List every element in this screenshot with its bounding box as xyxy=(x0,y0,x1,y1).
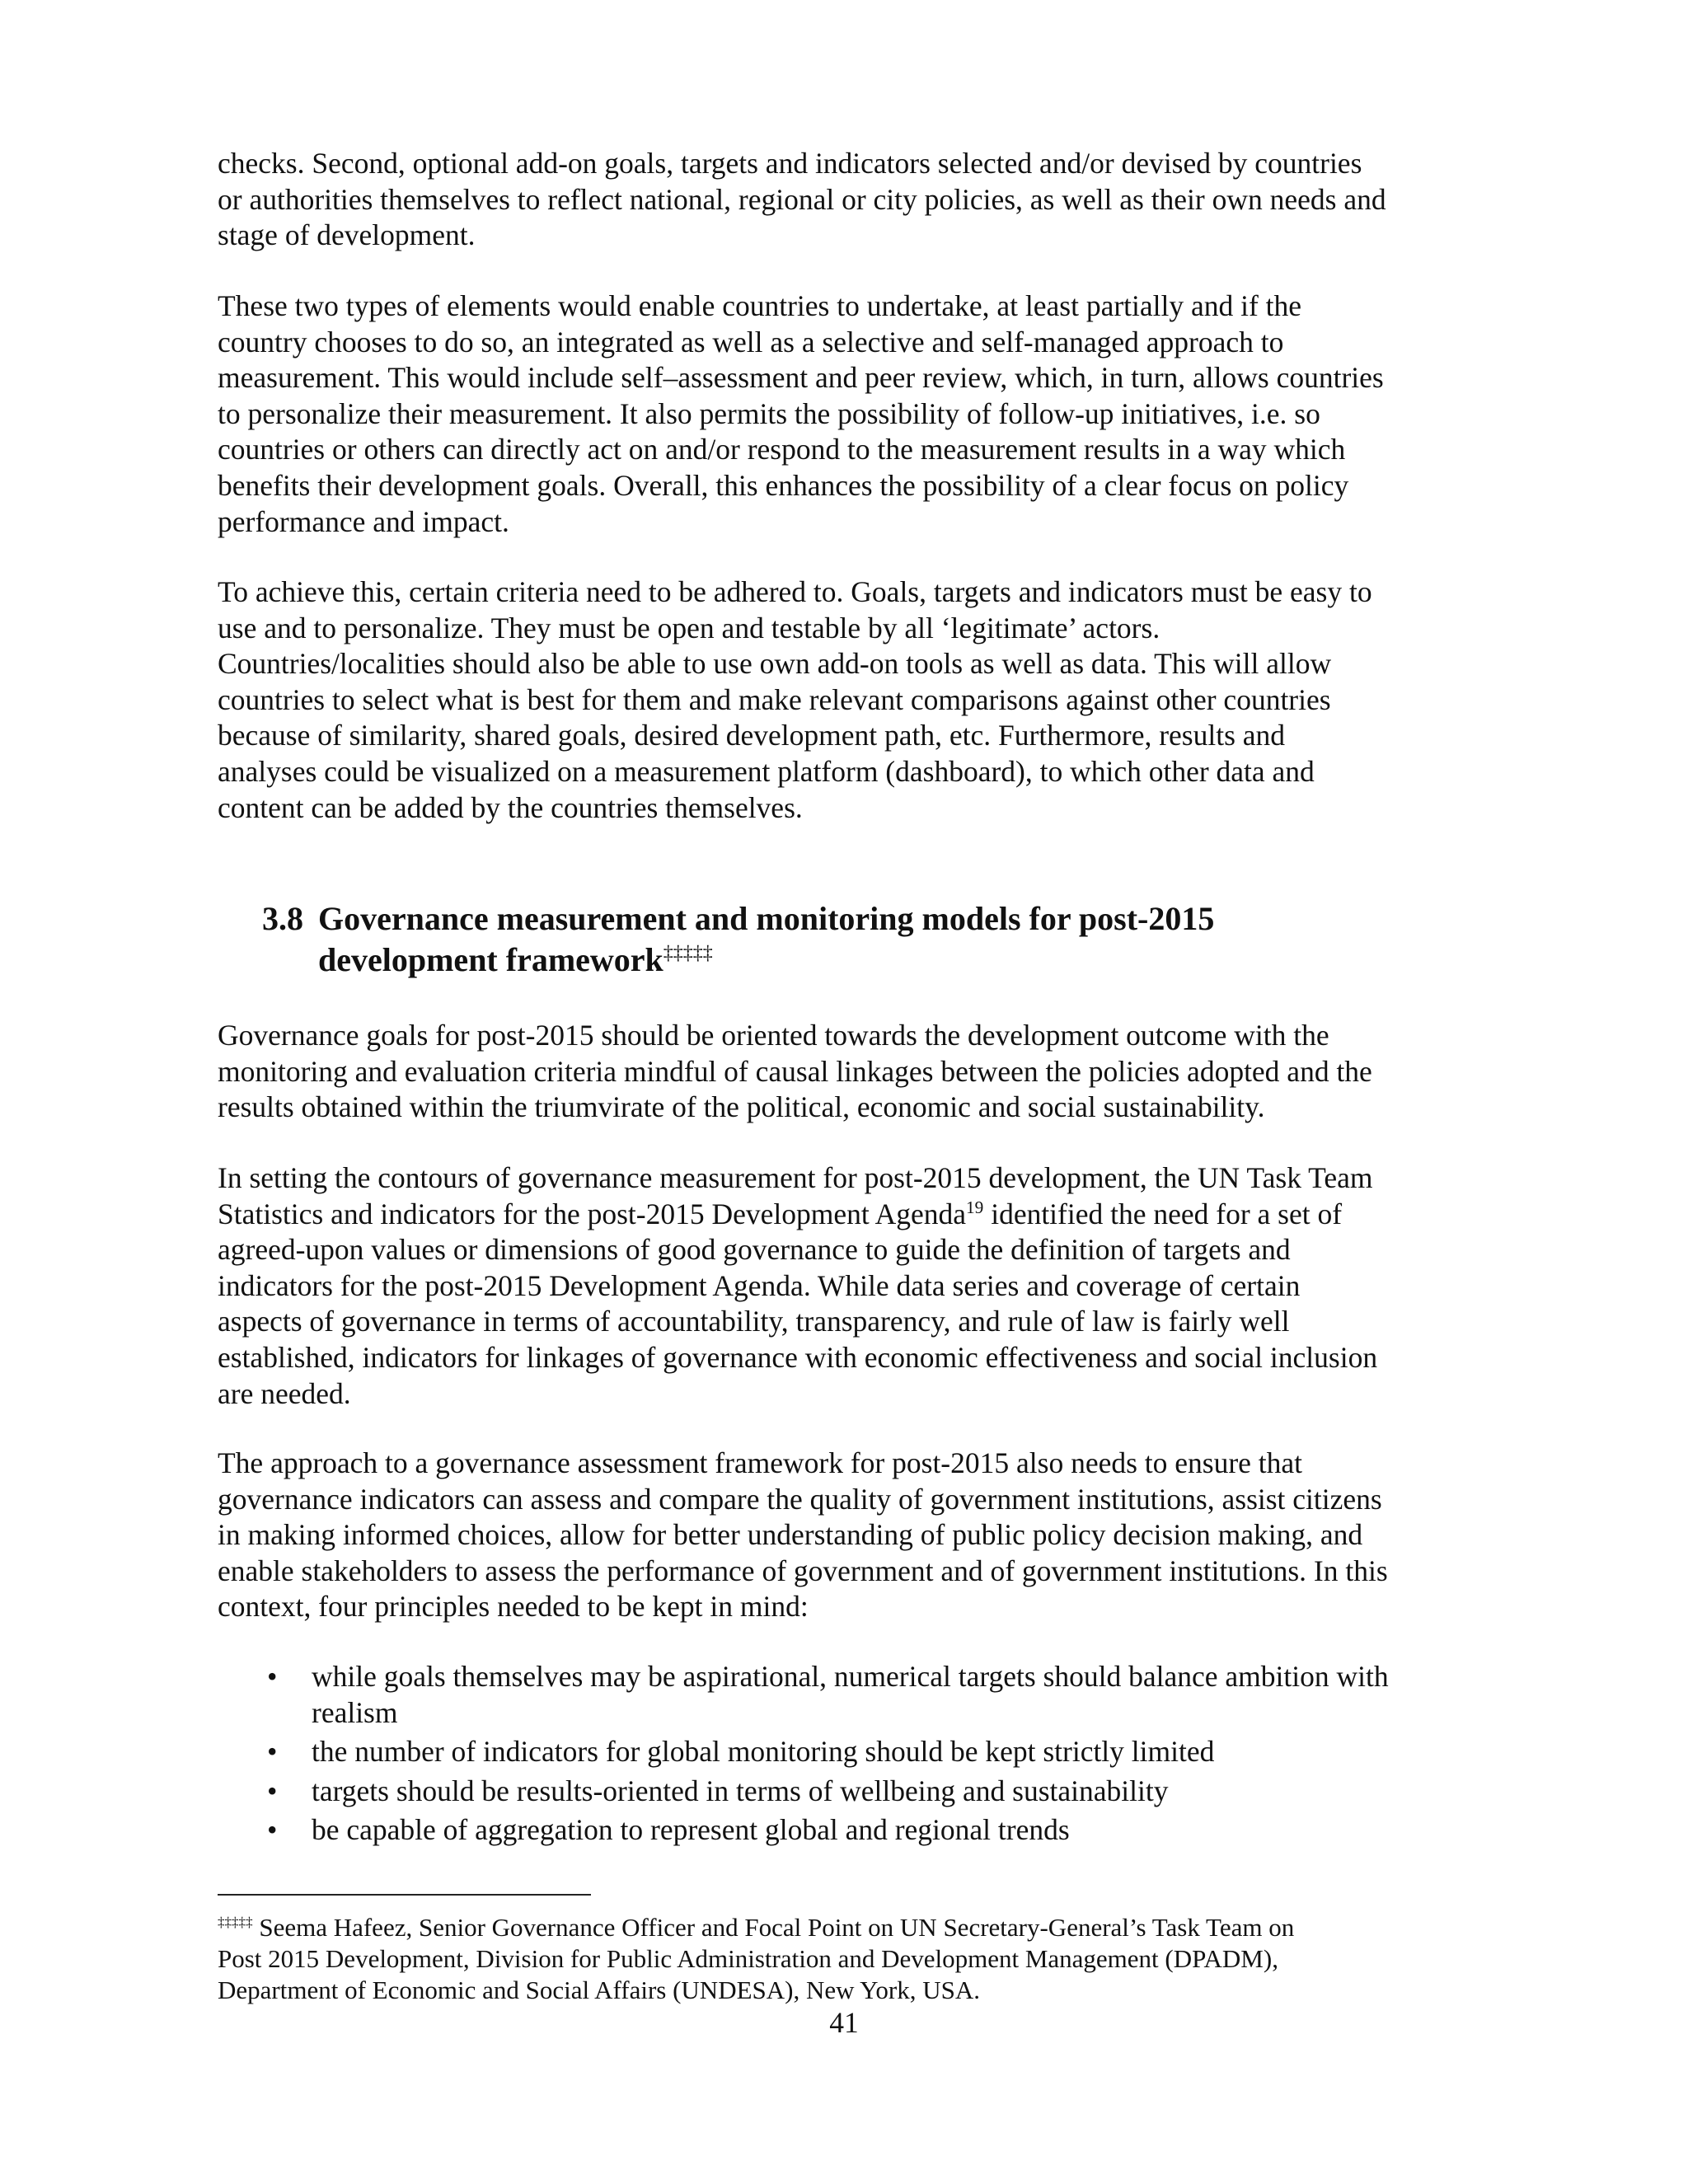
text-line: Statistics and indicators for the post-2015 Development Agenda$^{19}$ identified the need for a set of xyxy=(218,1197,1343,1230)
text-line: governance indicators can assess and compare the quality of government institutions, assist citizens xyxy=(218,1482,1382,1516)
endnote-reference[interactable]: 19 xyxy=(966,1197,984,1217)
principles-list xyxy=(218,1659,1487,1852)
list-item: • the number of indicators for global monitoring should be kept strictly limited xyxy=(218,1734,1487,1770)
text-line: In setting the contours of governance measurement for post-2015 development, the UN Task Team xyxy=(218,1161,1373,1194)
bullet-icon: • xyxy=(267,1660,278,1693)
text-line: These two types of elements would enable countries to undertake, at least partially and if the xyxy=(218,289,1302,322)
footnote-separator xyxy=(218,1894,591,1896)
section-heading xyxy=(262,898,1482,981)
text-line: The approach to a governance assessment framework for post-2015 also needs to ensure that xyxy=(218,1446,1303,1479)
text-line: countries to select what is best for them and make relevant comparisons against other countries xyxy=(218,682,1331,716)
text-line: indicators for the post-2015 Development Agenda. While data series and coverage of certain xyxy=(218,1268,1301,1302)
text-line: stage of development. xyxy=(218,218,476,252)
bullet-icon: • xyxy=(267,1735,278,1769)
text-line: checks. Second, optional add-on goals, targets and indicators selected and/or devised by countries xyxy=(218,147,1362,180)
list-item: • while goals themselves may be aspirational, numerical targets should balance ambition with realism xyxy=(267,1660,1389,1729)
paragraph-3 xyxy=(218,574,1470,826)
list-item: • be capable of aggregation to represent global and regional trends xyxy=(218,1812,1487,1849)
section-title-line-2: development framework xyxy=(318,941,663,978)
list-item: • targets should be results-oriented in terms of wellbeing and sustainability xyxy=(218,1774,1487,1810)
text-line: to personalize their measurement. It also permits the possibility of follow-up initiatives, i.e. so xyxy=(218,396,1320,430)
text-line: Governance goals for post-2015 should be oriented towards the development outcome with the xyxy=(218,1019,1329,1052)
page-number: 41 xyxy=(829,2006,859,2039)
text-line: benefits their development goals. Overall, this enhances the possibility of a clear focus on policy xyxy=(218,468,1349,502)
paragraph-6 xyxy=(218,1446,1470,1625)
text-line: aspects of governance in terms of accountability, transparency, and rule of law is fairly well xyxy=(218,1305,1290,1338)
text-line: content can be added by the countries themselves. xyxy=(218,790,803,824)
text-line: Countries/localities should also be able to use own add-on tools as well as data. This will allow xyxy=(218,647,1332,681)
footnote-mark: ‡‡‡‡‡ xyxy=(218,1914,253,1930)
footnote-reference-mark[interactable]: ‡‡‡‡‡ xyxy=(663,942,713,964)
text-line: monitoring and evaluation criteria mindful of causal linkages between the policies adopted and the xyxy=(218,1054,1372,1088)
section-number: 3.8 xyxy=(262,900,303,937)
footnote: ‡‡‡‡‡ Seema Hafeez, Senior Governance Officer and Focal Point on UN Secretary-General’s Task Team on Post 2015 Development, Division for Public Administration and Development Management (DPADM), Department of Economic and Social Affairs (UNDESA), New York, USA. xyxy=(218,1913,1295,2004)
bullet-icon: • xyxy=(267,1774,278,1807)
text-line: performance and impact. xyxy=(218,504,509,538)
text-line: agreed-upon values or dimensions of good governance to guide the definition of targets and xyxy=(218,1233,1291,1267)
text-line: countries or others can directly act on and/or respond to the measurement results in a way which xyxy=(218,433,1346,466)
paragraph-5 xyxy=(218,1160,1470,1412)
text-line: in making informed choices, allow for better understanding of public policy decision making, and xyxy=(218,1518,1363,1552)
text-line: use and to personalize. They must be open and testable by all ‘legitimate’ actors. xyxy=(218,611,1160,644)
paragraph-1 xyxy=(218,146,1470,254)
bullet-icon: • xyxy=(267,1813,278,1847)
paragraph-4 xyxy=(218,1018,1470,1126)
text-line: or authorities themselves to reflect national, regional or city policies, as well as their own needs and xyxy=(218,182,1386,216)
text-line: enable stakeholders to assess the performance of government and of government institutions. In this xyxy=(218,1554,1388,1587)
text-line: measurement. This would include self–assessment and peer review, which, in turn, allows countries xyxy=(218,361,1384,395)
text-line: are needed. xyxy=(218,1376,351,1410)
text-line: context, four principles needed to be kept in mind: xyxy=(218,1590,809,1624)
text-line: country chooses to do so, an integrated as well as a selective and self-managed approach to xyxy=(218,325,1284,359)
paragraph-2 xyxy=(218,288,1470,540)
text-line: established, indicators for linkages of governance with economic effectiveness and social inclusion xyxy=(218,1340,1378,1374)
section-title-line-1: Governance measurement and monitoring models for post-2015 xyxy=(318,900,1215,937)
text-line: because of similarity, shared goals, desired development path, etc. Furthermore, results and xyxy=(218,719,1286,752)
text-line: results obtained within the triumvirate of the political, economic and social sustainability. xyxy=(218,1090,1265,1124)
text-line: analyses could be visualized on a measurement platform (dashboard), to which other data and xyxy=(218,754,1315,788)
text-line: To achieve this, certain criteria need to be adhered to. Goals, targets and indicators must be easy to xyxy=(218,575,1372,608)
